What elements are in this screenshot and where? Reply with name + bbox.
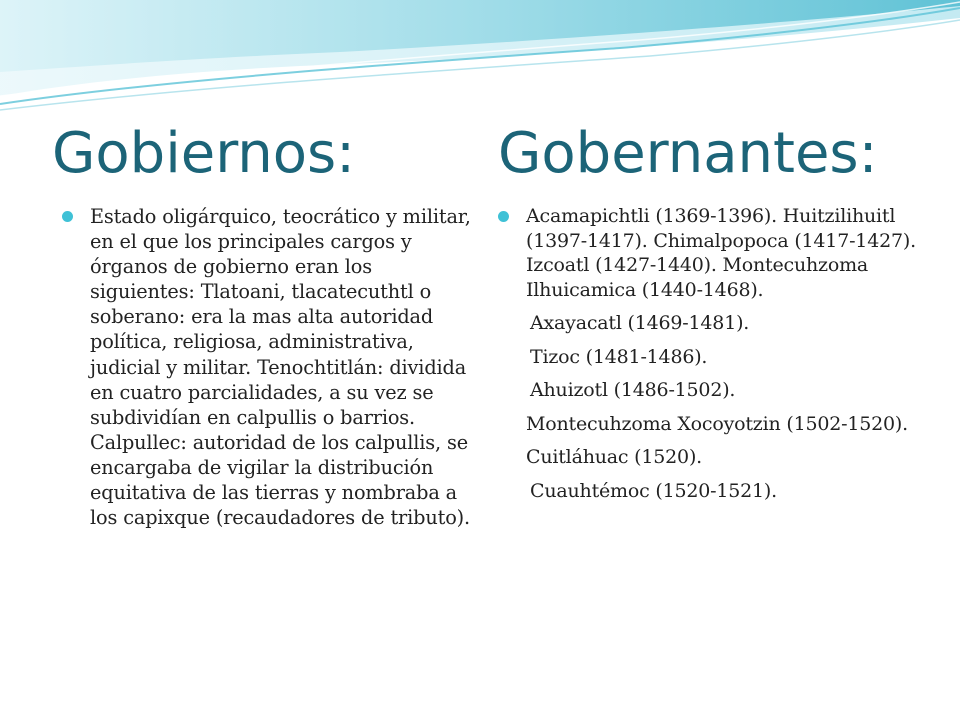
rulers-list (498, 311, 918, 503)
heading-gobernantes: Gobernantes: (498, 121, 878, 186)
decorative-wave (0, 0, 960, 120)
gobiernos-text: Estado oligárquico, teocrático y militar, en el que los principales cargos y órganos de gobierno eran los siguientes: Tlatoani, tlacatecuthtl o soberano: era la mas alta autoridad política, religiosa, administrativa, judicial y militar. Tenochtitlán: dividida en cuatro parcialidades, a su vez se subdividían en calpullis o barrios. Calpullec: autoridad de los calpullis, se encargaba de vigilar la distribución equitativa de las tierras y nombraba a los capixque (recaudadores de tributo). (90, 205, 471, 530)
ruler-item: Tizoc (1481-1486). (530, 345, 708, 368)
heading-gobiernos: Gobiernos: (52, 121, 356, 186)
bullet-icon (62, 211, 73, 222)
ruler-item: Cuauhtémoc (1520-1521). (530, 479, 777, 502)
ruler-item: Montecuhzoma Xocoyotzin (1502-1520). (526, 412, 908, 435)
ruler-item: Axayacatl (1469-1481). (530, 312, 750, 334)
gobernantes-column (498, 204, 918, 503)
bullet-icon (498, 211, 509, 222)
gobiernos-column (62, 204, 474, 530)
gobiernos-paragraph (62, 204, 474, 530)
gobernantes-first-paragraph (498, 204, 918, 302)
ruler-item: Cuitláhuac (1520). (526, 446, 702, 468)
gobernantes-first-text: Acamapichtli (1369-1396). Huitzilihuitl (1397-1417). Chimalpopoca (1417-1427). Izcoatl (1427-1440). Montecuhzoma Ilhuicamica (1440-1468). (526, 205, 916, 301)
ruler-item: Ahuizotl (1486-1502). (530, 379, 736, 401)
